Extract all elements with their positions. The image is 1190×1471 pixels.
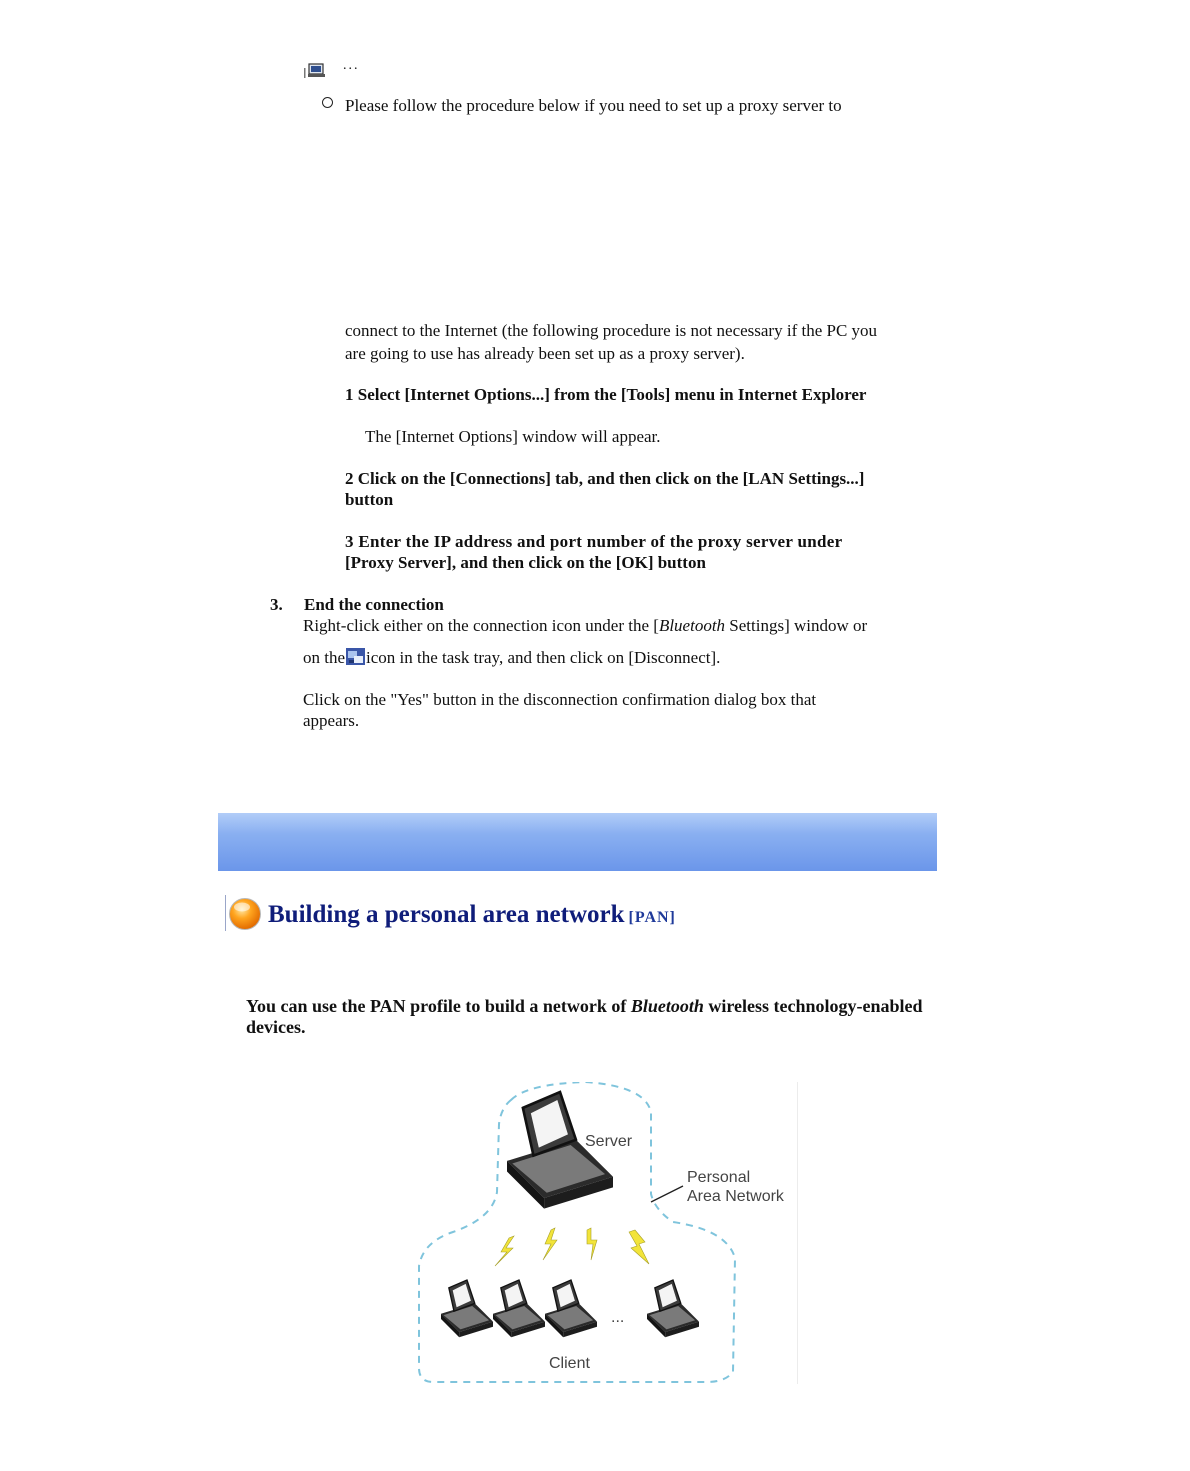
bullet-circle — [322, 97, 333, 108]
proxy-intro-line3: are going to use has already been set up as a proxy server). — [345, 344, 745, 363]
step-1-title: 1 Select [Internet Options...] from the [Tools] menu in Internet Explorer — [345, 385, 867, 404]
step-2-title-line1: 2 Click on the [Connections] tab, and then click on the [LAN Settings...] — [345, 469, 865, 488]
pan-label-line2: Area Network — [687, 1188, 784, 1205]
orange-orb-icon — [228, 897, 262, 931]
step-2-title-line2: button — [345, 490, 394, 509]
section-tag: [PAN] — [628, 909, 676, 926]
bolt-3 — [587, 1228, 597, 1260]
client-laptop-3 — [545, 1280, 597, 1337]
client-laptop-1 — [441, 1280, 493, 1337]
step-1-note: The [Internet Options] window will appear. — [365, 427, 661, 446]
server-laptop — [507, 1092, 613, 1209]
section-intro: You can use the PAN profile to build a network of Bluetooth wireless technology-enabled devices. — [246, 996, 923, 1037]
client-ellipsis: ... — [611, 1309, 625, 1326]
pan-pointer-line — [651, 1186, 683, 1202]
bolt-2 — [543, 1228, 557, 1260]
end-connection-title: End the connection — [304, 595, 444, 614]
end-connection-line2: on the icon in the task tray, and then click on [Disconnect]. — [303, 648, 721, 667]
section-title: Building a personal area network [PAN] — [268, 901, 676, 928]
client-label: Client — [549, 1355, 590, 1372]
client-laptop-4 — [647, 1280, 699, 1337]
disconnect-confirm-line2: appears. — [303, 711, 360, 730]
end-connection-line1: Right-click either on the connection icon under the [Bluetooth Settings] window or — [303, 616, 868, 635]
pan-label-line1: Personal — [687, 1169, 751, 1186]
top-fragment-text: ... — [343, 58, 360, 73]
bolt-1 — [495, 1236, 514, 1266]
client-laptop-2 — [493, 1280, 545, 1337]
end-connection-number: 3. — [270, 595, 283, 614]
connection-tray-icon — [346, 648, 365, 665]
bolt-4 — [629, 1230, 649, 1264]
section-banner — [218, 813, 937, 871]
heading-divider — [225, 895, 226, 931]
step-3-title-line2: [Proxy Server], and then click on the [OK] button — [345, 553, 706, 572]
server-label: Server — [585, 1133, 633, 1150]
proxy-intro-line2: connect to the Internet (the following procedure is not necessary if the PC you — [345, 321, 878, 340]
pan-boundary — [419, 1082, 735, 1382]
disconnect-confirm-line1: Click on the "Yes" button in the disconnection confirmation dialog box that — [303, 690, 817, 709]
network-icon — [304, 62, 330, 78]
proxy-intro-line1: Please follow the procedure below if you need to set up a proxy server to — [345, 96, 842, 115]
pan-diagram — [415, 1082, 798, 1384]
step-3-title-line1: 3 Enter the IP address and port number of the proxy server under — [345, 532, 843, 551]
